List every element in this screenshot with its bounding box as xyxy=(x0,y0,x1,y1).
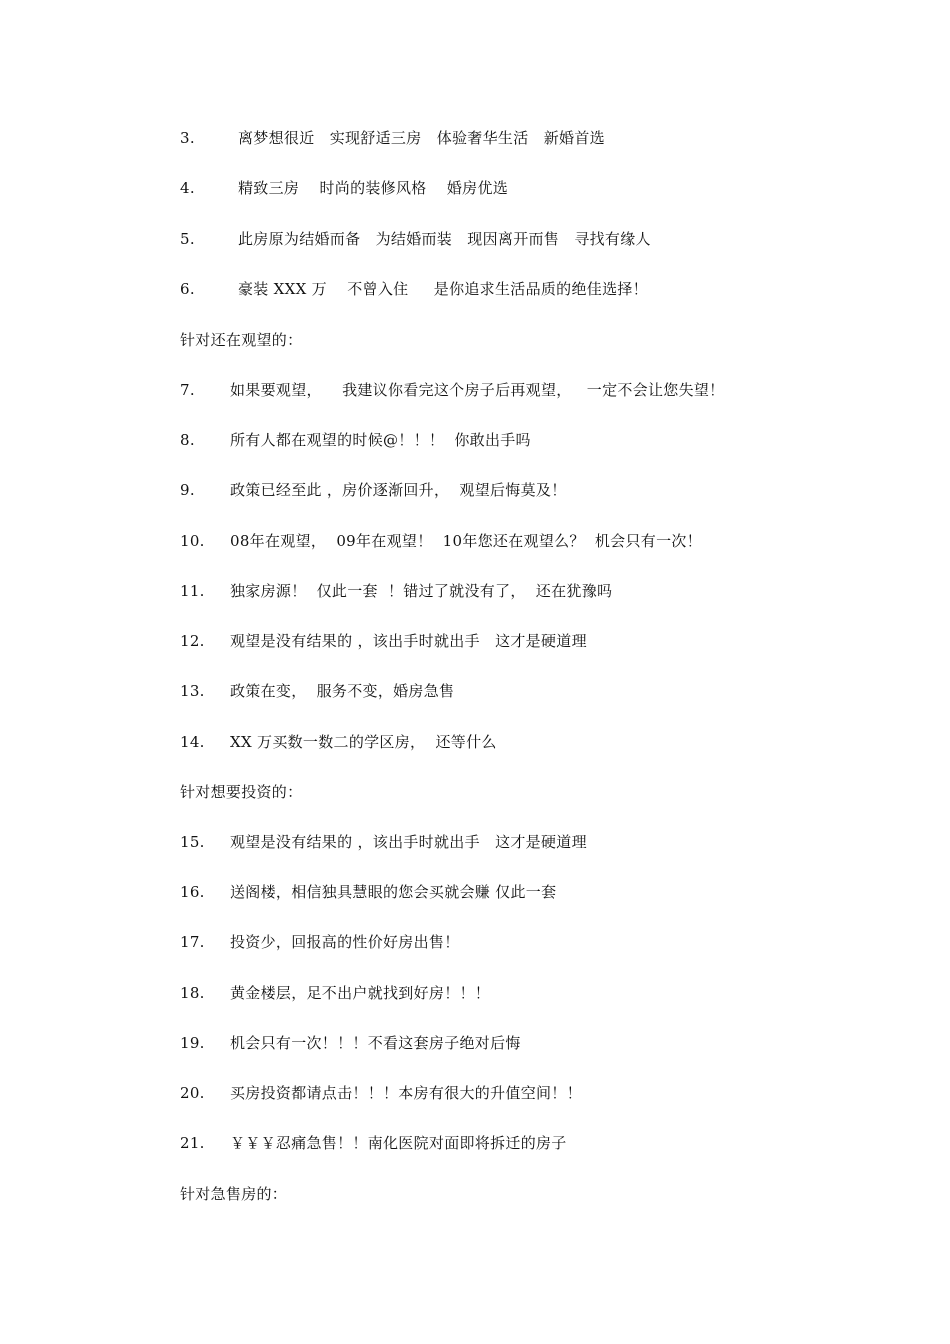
item-text: 如果要观望， 我建议你看完这个房子后再观望， 一定不会让您失望！ xyxy=(230,381,725,399)
item-text: 观望是没有结果的 ，该出手时就出手 这才是硬道理 xyxy=(230,632,587,650)
list-item xyxy=(180,277,648,301)
item-number: 18. xyxy=(180,984,205,1002)
item-number: 12. xyxy=(180,632,205,650)
item-text: 机会只有一次！！！不看这套房子绝对后悔 xyxy=(230,1034,521,1052)
list-item xyxy=(180,981,490,1005)
item-text: 送阁楼，相信独具慧眼的您会买就会赚 仅此一套 xyxy=(230,883,557,901)
item-text: 离梦想很近 实现舒适三房 体验奢华生活 新婚首选 xyxy=(238,129,605,147)
item-text: XX 万买数一数二的学区房， 还等什么 xyxy=(230,733,497,751)
list-item xyxy=(180,830,587,854)
item-number: 7. xyxy=(180,381,195,399)
list-item xyxy=(180,378,724,402)
list-item xyxy=(180,730,497,754)
item-text: 豪装 XXX 万 不曾入住 是你追求生活品质的绝佳选择！ xyxy=(238,280,648,298)
list-item xyxy=(180,930,460,954)
item-number: 3. xyxy=(180,129,195,147)
section-heading: 针对想要投资的： xyxy=(180,783,303,801)
list-item xyxy=(180,880,556,904)
list-item xyxy=(180,1031,521,1055)
list-item xyxy=(180,478,567,502)
item-number: 20. xyxy=(180,1084,205,1102)
item-number: 15. xyxy=(180,833,205,851)
item-text: 政策已经至此 ，房价逐渐回升， 观望后悔莫及！ xyxy=(230,481,567,499)
item-number: 9. xyxy=(180,481,195,499)
list-item xyxy=(180,227,651,251)
list-item xyxy=(180,176,508,200)
item-number: 13. xyxy=(180,682,205,700)
list-item xyxy=(180,529,702,553)
item-text: 投资少，回报高的性价好房出售！ xyxy=(230,933,460,951)
item-number: 5. xyxy=(180,230,195,248)
item-number: 19. xyxy=(180,1034,205,1052)
item-number: 8. xyxy=(180,431,195,449)
item-number: 17. xyxy=(180,933,205,951)
item-text: 黄金楼层，足不出户就找到好房！！！ xyxy=(230,984,491,1002)
item-number: 16. xyxy=(180,883,205,901)
list-item xyxy=(180,1131,567,1155)
list-item xyxy=(180,126,605,150)
list-item xyxy=(180,629,587,653)
item-text: 独家房源！ 仅此一套 ！错过了就没有了， 还在犹豫吗 xyxy=(230,582,613,600)
item-text: 买房投资都请点击！！！本房有很大的升值空间！！ xyxy=(230,1084,582,1102)
item-number: 11. xyxy=(180,582,205,600)
item-number: 4. xyxy=(180,179,195,197)
item-number: 14. xyxy=(180,733,205,751)
item-text: 政策在变， 服务不变，婚房急售 xyxy=(230,682,455,700)
item-text: 观望是没有结果的 ，该出手时就出手 这才是硬道理 xyxy=(230,833,587,851)
item-text: 此房原为结婚而备 为结婚而装 现因离开而售 寻找有缘人 xyxy=(238,230,651,248)
item-text: 所有人都在观望的时候@！！！ 你敢出手吗 xyxy=(230,431,531,449)
item-number: 10. xyxy=(180,532,205,550)
list-item xyxy=(180,579,612,603)
list-item xyxy=(180,1081,582,1105)
section-heading: 针对还在观望的： xyxy=(180,331,303,349)
list-item xyxy=(180,428,531,452)
item-text: ￥￥￥忍痛急售！！南化医院对面即将拆迁的房子 xyxy=(230,1134,567,1152)
item-text: 精致三房 时尚的装修风格 婚房优选 xyxy=(238,179,509,197)
list-item xyxy=(180,679,454,703)
item-number: 6. xyxy=(180,280,195,298)
item-text: 08年在观望， 09年在观望！ 10年您还在观望么？ 机会只有一次！ xyxy=(230,532,702,550)
section-heading: 针对急售房的： xyxy=(180,1185,288,1203)
item-number: 21. xyxy=(180,1134,205,1152)
